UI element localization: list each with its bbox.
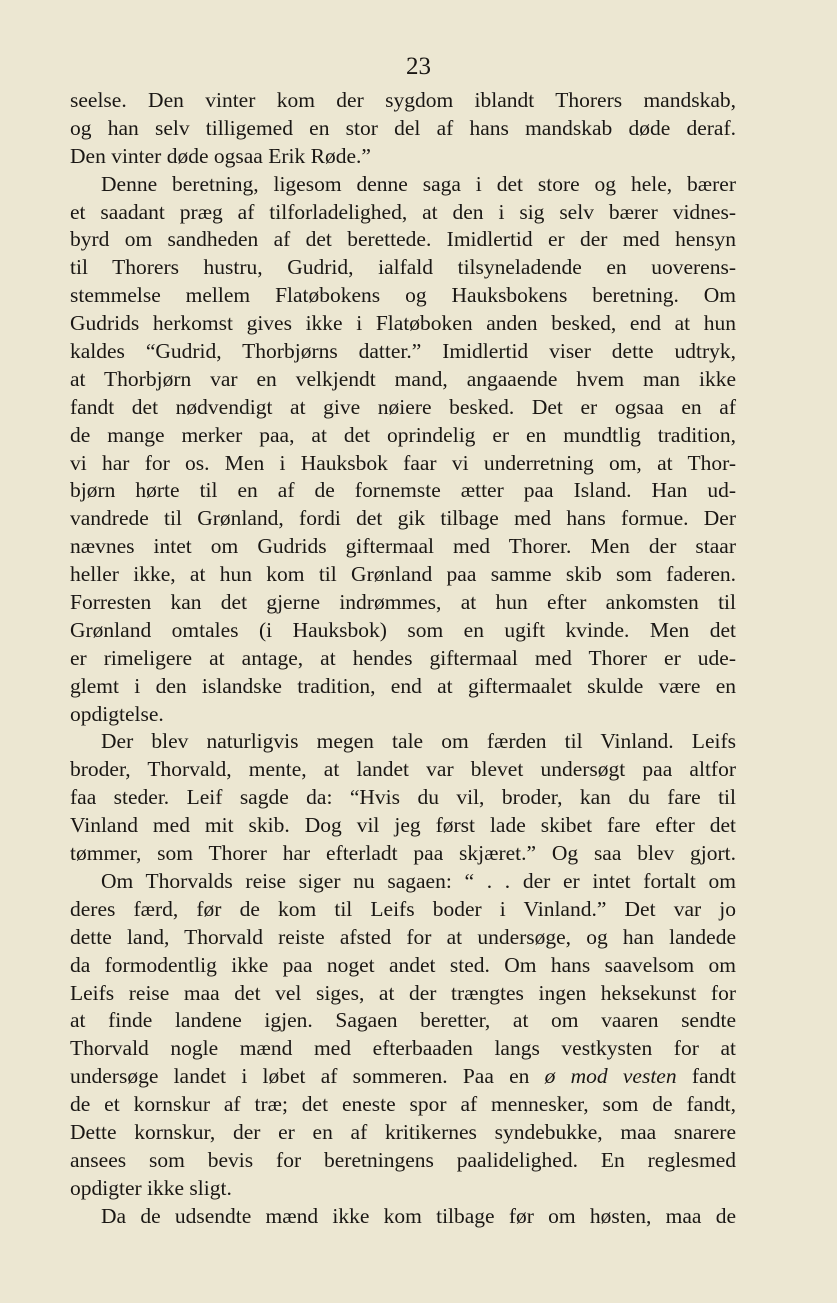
text-line: deres færd, før de kom til Leifs boder i Vinland.” Det var jo: [70, 896, 736, 921]
text-line: Om Thorvalds reise siger nu sagaen: “ . . der er intet fortalt om: [101, 868, 736, 893]
text-line: fandt det nødvendigt at give nøiere besked. Det er ogsaa en af: [70, 394, 736, 419]
text-line: opdigter ikke sligt.: [70, 1175, 232, 1200]
text-line: de mange merker paa, at det oprindelig er en mundtlig tradition,: [70, 422, 736, 447]
text-line: nævnes intet om Gudrids giftermaal med Thorer. Men der staar: [70, 534, 736, 559]
text-line: tømmer, som Thorer har efterladt paa skjæret.” Og saa blev gjort.: [70, 841, 736, 866]
text-segment: fandt: [691, 1064, 737, 1089]
text-line: ansees som bevis for beretningens paalidelighed. En reglesmed: [70, 1147, 736, 1172]
page-number: 23: [406, 53, 431, 80]
text-line: til Thorers hustru, Gudrid, ialfald tilsyneladende en uoverens-: [70, 255, 736, 280]
text-line: Den vinter døde ogsaa Erik Røde.”: [70, 143, 371, 168]
text-segment: undersøge landet i løbet af sommeren. Paa en: [70, 1064, 530, 1089]
text-line: broder, Thorvald, mente, at landet var blevet undersøgt paa altfor: [70, 757, 736, 782]
text-line: et saadant præg af tilforladelighed, at den i sig selv bærer vidnes-: [70, 199, 736, 224]
text-line: Der blev naturligvis megen tale om færden til Vinland. Leifs: [101, 729, 736, 754]
text-line: dette land, Thorvald reiste afsted for at undersøge, og han landede: [70, 924, 736, 949]
body-text: [70, 87, 736, 1231]
text-line: Da de udsendte mænd ikke kom tilbage før om høsten, maa de: [101, 1203, 736, 1228]
text-line: Grønland omtales (i Hauksbok) som en ugift kvinde. Men det: [70, 617, 736, 642]
italic-phrase: ø mod vesten: [544, 1064, 677, 1089]
text-line: de et kornskur af træ; det eneste spor af mennesker, som de fandt,: [70, 1092, 736, 1117]
text-line: seelse. Den vinter kom der sygdom iblandt Thorers mandskab,: [70, 88, 736, 112]
text-line: heller ikke, at hun kom til Grønland paa samme skib som faderen.: [70, 562, 736, 587]
text-line: da formodentlig ikke paa noget andet sted. Om hans saavelsom om: [70, 952, 736, 977]
text-line: Denne beretning, ligesom denne saga i det store og hele, bærer: [101, 171, 736, 196]
text-line: at finde landene igjen. Sagaen beretter, at om vaaren sendte: [70, 1008, 736, 1033]
text-line: Dette kornskur, der er en af kritikernes syndebukke, maa snarere: [70, 1119, 736, 1144]
text-line: Leifs reise maa det vel siges, at der trængtes ingen heksekunst for: [70, 980, 736, 1005]
text-line: vandrede til Grønland, fordi det gik tilbage med hans formue. Der: [70, 506, 736, 531]
text-line: stemmelse mellem Flatøbokens og Hauksbokens beretning. Om: [70, 283, 736, 308]
text-line: Gudrids herkomst gives ikke i Flatøboken anden besked, end at hun: [70, 311, 736, 336]
text-line: vi har for os. Men i Hauksbok faar vi underretning om, at Thor-: [70, 450, 736, 475]
text-line: Forresten kan det gjerne indrømmes, at hun efter ankomsten til: [70, 590, 736, 615]
text-line: glemt i den islandske tradition, end at giftermaalet skulde være en: [70, 673, 736, 698]
text-line: byrd om sandheden af det berettede. Imidlertid er der med hensyn: [70, 227, 736, 252]
text-line: er rimeligere at antage, at hendes giftermaal med Thorer er ude-: [70, 645, 736, 670]
text-line-with-italic: [70, 1063, 736, 1091]
text-line: kaldes “Gudrid, Thorbjørns datter.” Imidlertid viser dette udtryk,: [70, 339, 736, 364]
text-line: Vinland med mit skib. Dog vil jeg først lade skibet fare efter det: [70, 813, 736, 838]
text-line: at Thorbjørn var en velkjendt mand, angaaende hvem man ikke: [70, 366, 736, 391]
text-line: bjørn hørte til en af de fornemste ætter paa Island. Han ud-: [70, 478, 736, 503]
text-line: opdigtelse.: [70, 701, 164, 726]
text-line: faa steder. Leif sagde da: “Hvis du vil, broder, kan du fare til: [70, 785, 736, 810]
text-line: Thorvald nogle mænd med efterbaaden langs vestkysten for at: [70, 1036, 736, 1061]
text-line: og han selv tilligemed en stor del af hans mandskab døde deraf.: [70, 115, 736, 140]
